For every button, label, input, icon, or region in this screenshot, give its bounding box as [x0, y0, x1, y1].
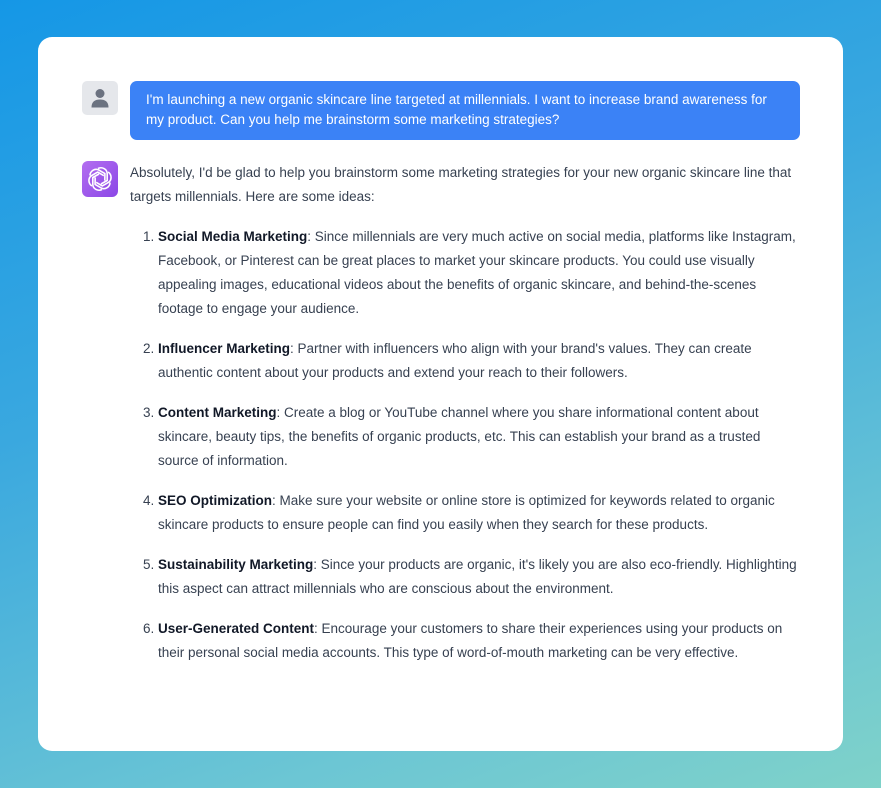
idea-item-influencer	[158, 337, 800, 385]
user-message-bubble: I'm launching a new organic skincare line targeted at millennials. I want to increase brand awareness for my product. Can you help me brainstorm some marketing strategies?	[130, 81, 800, 140]
user-message-row	[82, 81, 800, 140]
idea-text: : Encourage your customers to share their experiences using your products on their personal social media accounts. This type of word-of-mouth marketing can be very effective.	[158, 621, 783, 660]
idea-title: Sustainability Marketing	[158, 557, 314, 572]
idea-text: : Since your products are organic, it's likely you are also eco-friendly. Highlighting this aspect can attract millennials who are conscious about the environment.	[158, 557, 797, 596]
idea-item-ugc	[158, 617, 800, 665]
idea-text: : Make sure your website or online store is optimized for keywords related to organic skincare products to ensure people can find you easily when they search for these products.	[158, 493, 775, 532]
assistant-avatar	[82, 161, 118, 197]
idea-title: User-Generated Content	[158, 621, 315, 636]
openai-logo-icon	[87, 166, 113, 192]
idea-title: Social Media Marketing	[158, 229, 308, 244]
idea-text: : Partner with influencers who align with your brand's values. They can create authentic content about your products and extend your reach to their followers.	[158, 341, 752, 380]
idea-item-sustainability	[158, 553, 800, 601]
ideas-list	[130, 225, 800, 665]
idea-title: Influencer Marketing	[158, 341, 291, 356]
idea-text: : Create a blog or YouTube channel where you share informational content about skincare, beauty tips, the benefits of organic products, etc. This can establish your brand as a trusted source of information.	[158, 405, 761, 468]
idea-title: SEO Optimization	[158, 493, 273, 508]
idea-text: : Since millennials are very much active on social media, platforms like Instagram, Facebook, or Pinterest can be great places to market your skincare products. You could use visually appealing images, educational videos about the benefits of organic skincare, and behind-the-scenes footage to engage your audience.	[158, 229, 796, 316]
assistant-intro: Absolutely, I'd be glad to help you brainstorm some marketing strategies for your new organic skincare line that targets millennials. Here are some ideas:	[130, 165, 792, 204]
idea-item-seo	[158, 489, 800, 537]
idea-item-content	[158, 401, 800, 473]
assistant-message-row	[82, 161, 800, 681]
idea-item-social-media	[158, 225, 800, 321]
chat-card	[38, 37, 843, 751]
person-icon	[91, 88, 109, 108]
idea-title: Content Marketing	[158, 405, 277, 420]
user-avatar	[82, 81, 118, 115]
assistant-message	[130, 161, 800, 681]
